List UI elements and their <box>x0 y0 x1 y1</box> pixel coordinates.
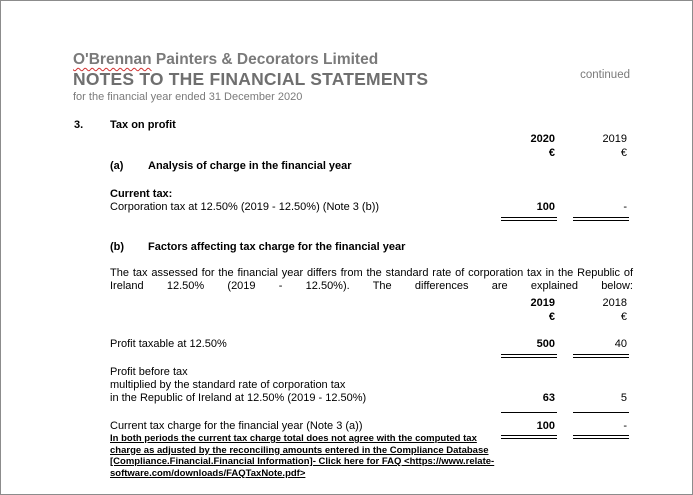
current-tax-heading: Current tax: <box>110 188 173 200</box>
total-double-rule-current <box>501 220 557 221</box>
charge-rule-prior <box>573 435 629 436</box>
profit-taxable-label: Profit taxable at 12.50% <box>110 338 227 350</box>
pbt-line-1: Profit before tax <box>110 366 188 378</box>
charge-double-rule-prior <box>573 438 629 439</box>
section-b-title: Factors affecting tax charge for the financial year <box>148 241 406 253</box>
current-charge-prior: - <box>623 420 627 432</box>
section-b-currency-current: € <box>548 311 555 323</box>
profit-taxable-current: 500 <box>536 338 555 350</box>
section-b-year-current: 2019 <box>530 297 555 309</box>
section-a-year-prior: 2019 <box>602 133 627 145</box>
section-b-explanation: The tax assessed for the financial year differs from the standard rate of corporation tax in the Republic of Ireland 12.50% (2019 - 12.50%). The differences are explained below: <box>110 267 633 292</box>
section-a-currency-prior: € <box>620 147 627 159</box>
profit-double-rule-prior <box>573 357 629 358</box>
pbt-line-3: in the Republic of Ireland at 12.50% (2019 - 12.50%) <box>110 392 367 404</box>
profit-rule-prior <box>573 354 629 355</box>
pbt-rule-current <box>501 412 557 413</box>
faq-warning-link[interactable]: In both periods the current tax charge total does not agree with the computed tax charge as adjusted by the reconciling amounts entered in the Compliance Database [Compliance.Financial.Financial Information]- Click here for FAQ <https://www.relate-software.com/downloads/FAQTaxNote.pdf> <box>110 433 495 479</box>
pbt-rule-prior <box>573 412 629 413</box>
section-a-currency-current: € <box>548 147 555 159</box>
pbt-prior: 5 <box>620 392 627 404</box>
total-rule-current <box>501 217 557 218</box>
company-name <box>73 51 378 69</box>
total-rule-prior <box>573 217 629 218</box>
note-number: 3. <box>74 119 84 131</box>
total-double-rule-prior <box>573 220 629 221</box>
continued-label: continued <box>580 69 630 81</box>
section-b-year-prior: 2018 <box>602 297 627 309</box>
document-title: NOTES TO THE FINANCIAL STATEMENTS <box>73 69 429 89</box>
period-subtitle: for the financial year ended 31 December 2020 <box>73 91 303 103</box>
section-a-title: Analysis of charge in the financial year <box>148 160 352 172</box>
note-title: Tax on profit <box>110 119 176 131</box>
section-a-year-current: 2020 <box>530 133 555 145</box>
corporation-tax-current: 100 <box>536 201 555 213</box>
company-name-rest: Painters & Decorators Limited <box>151 51 379 68</box>
company-name-first-word: O'Brennan <box>73 51 152 68</box>
corporation-tax-prior: - <box>623 201 627 213</box>
pbt-line-2: multiplied by the standard rate of corporation tax <box>110 379 346 391</box>
profit-double-rule-current <box>501 357 557 358</box>
section-b-currency-prior: € <box>620 311 627 323</box>
section-b-label: (b) <box>110 241 125 253</box>
pbt-current: 63 <box>542 392 555 404</box>
current-charge-label: Current tax charge for the financial year (Note 3 (a)) <box>110 420 363 432</box>
corporation-tax-label: Corporation tax at 12.50% (2019 - 12.50%) (Note 3 (b)) <box>110 201 380 213</box>
section-a-label: (a) <box>110 160 124 172</box>
profit-rule-current <box>501 354 557 355</box>
current-charge-current: 100 <box>536 420 555 432</box>
profit-taxable-prior: 40 <box>614 338 627 350</box>
